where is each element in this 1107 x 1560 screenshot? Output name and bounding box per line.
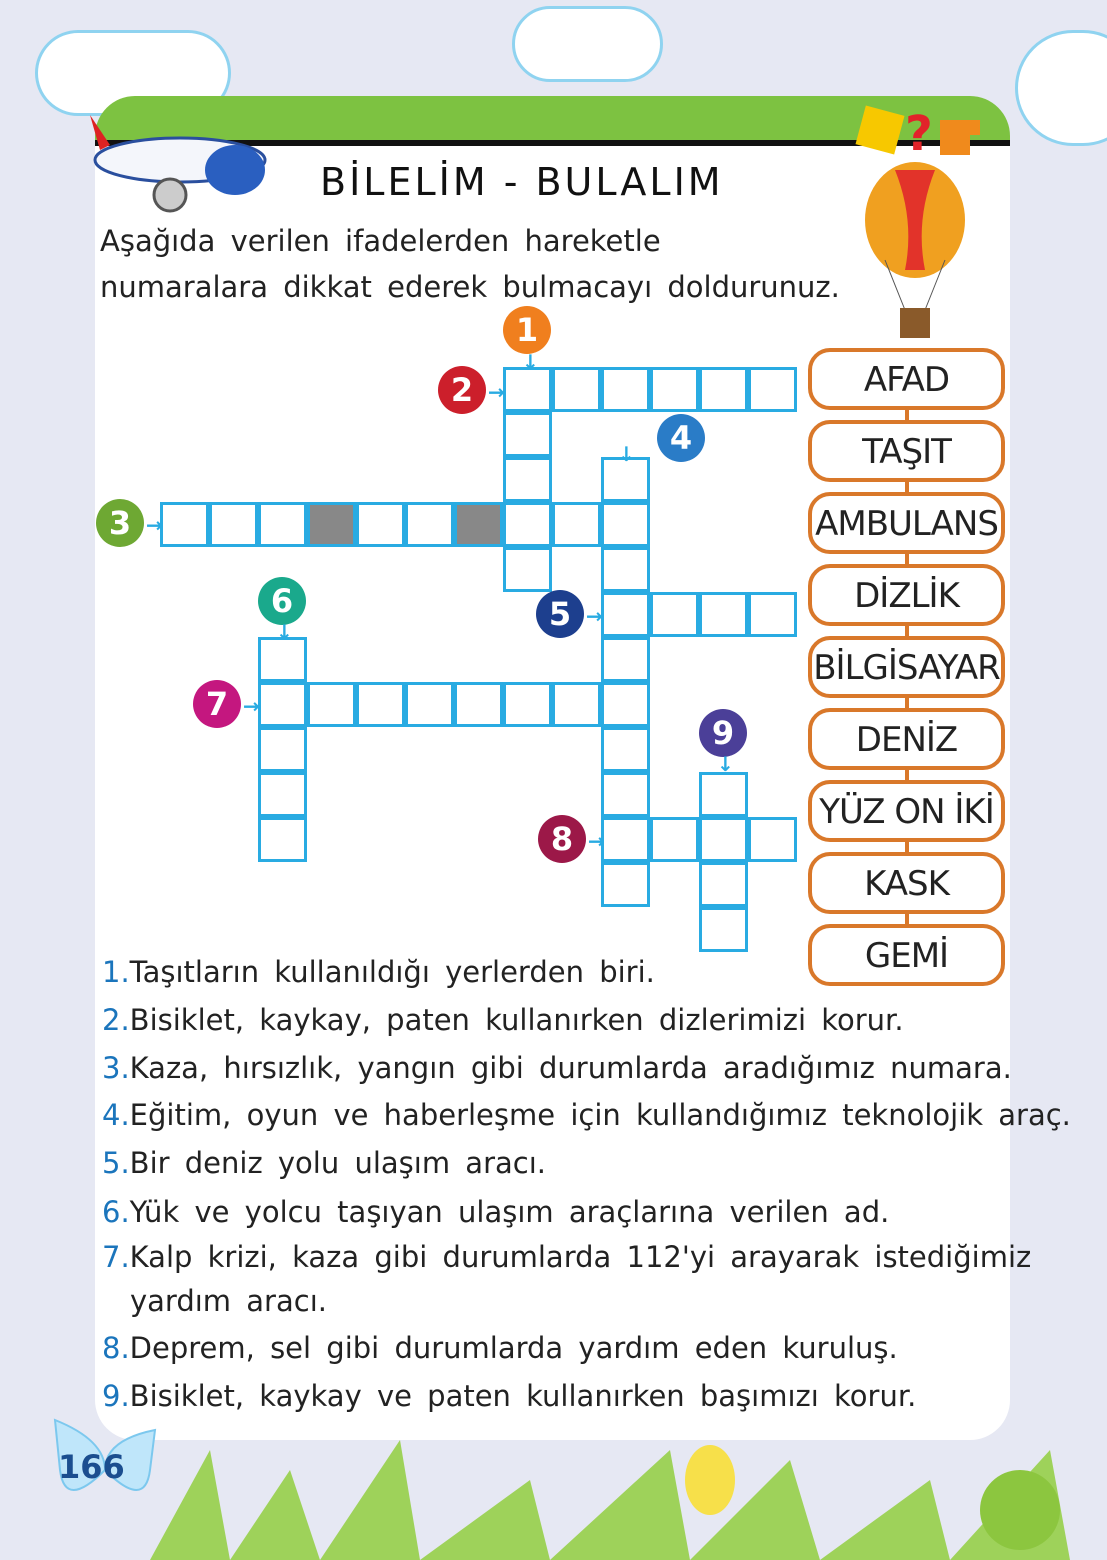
hot-air-balloon-illustration (860, 160, 970, 345)
word-bank-item: KASK (808, 852, 1005, 914)
crossword-cell[interactable] (601, 772, 650, 817)
crossword-cell[interactable] (258, 682, 307, 727)
crossword-cell[interactable] (503, 457, 552, 502)
connector-line (905, 624, 909, 636)
crossword-cell[interactable] (699, 907, 748, 952)
arrow-icon: ↓ (522, 350, 539, 374)
clue-text: Yük ve yolcu taşıyan ulaşım araçlarına verilen ad. (129, 1195, 890, 1229)
crossword-cell[interactable] (356, 502, 405, 547)
arrow-icon: ↓ (276, 620, 293, 644)
crossword-cell[interactable] (699, 817, 748, 862)
crossword-cell[interactable] (454, 682, 503, 727)
cloud-decoration (512, 6, 663, 82)
connector-line (905, 480, 909, 492)
crossword-cell[interactable] (601, 637, 650, 682)
crossword-cell[interactable] (258, 817, 307, 862)
crossword-cell[interactable] (601, 367, 650, 412)
clue-badge-7: 7 (193, 680, 241, 728)
crossword-cell[interactable] (650, 817, 699, 862)
crossword-cell[interactable] (601, 862, 650, 907)
clue-badge-6: 6 (258, 577, 306, 625)
blocked-cell (307, 502, 356, 547)
connector-line (905, 912, 909, 924)
arrow-icon: → (243, 694, 260, 718)
crossword-cell[interactable] (601, 502, 650, 547)
arrow-icon: → (588, 829, 605, 853)
word-bank-item: GEMİ (808, 924, 1005, 986)
clue-text: Deprem, sel gibi durumlarda yardım eden kuruluş. (129, 1331, 898, 1365)
word-bank-item: DENİZ (808, 708, 1005, 770)
crossword-cell[interactable] (503, 502, 552, 547)
crossword-cell[interactable] (209, 502, 258, 547)
word-bank-item: DİZLİK (808, 564, 1005, 626)
connector-line (905, 408, 909, 420)
clue-text: Kaza, hırsızlık, yangın gibi durumlarda aradığımız numara. (129, 1051, 1012, 1085)
arrow-icon: ↓ (618, 442, 635, 466)
clue-number: 4. (102, 1098, 130, 1132)
page-number: 166 (58, 1448, 125, 1486)
arrow-icon: → (488, 380, 505, 404)
word-bank-item: AMBULANS (808, 492, 1005, 554)
clue-badge-1: 1 (503, 306, 551, 354)
crossword-cell[interactable] (258, 502, 307, 547)
clue-number: 1. (102, 955, 130, 989)
connector-line (905, 840, 909, 852)
crossword-cell[interactable] (307, 682, 356, 727)
connector-line (905, 696, 909, 708)
clue-text: Bisiklet, kaykay ve paten kullanırken başımızı korur. (129, 1379, 917, 1413)
word-bank-item: YÜZ ON İKİ (808, 780, 1005, 842)
crossword-cell[interactable] (601, 817, 650, 862)
clue-item (102, 1331, 898, 1365)
clue-number: 9. (102, 1379, 130, 1413)
connector-line (905, 768, 909, 780)
clue-item (102, 1051, 1012, 1085)
airplane-illustration (70, 110, 270, 220)
crossword-cell[interactable] (601, 682, 650, 727)
clue-badge-4: 4 (657, 414, 705, 462)
word-bank-item: TAŞIT (808, 420, 1005, 482)
svg-text:?: ? (905, 106, 933, 160)
clue-text: Bisiklet, kaykay, paten kullanırken dizlerimizi korur. (129, 1003, 904, 1037)
crossword-cell[interactable] (503, 547, 552, 592)
page-title: BİLELİM - BULALIM (320, 160, 724, 204)
clue-item (102, 1003, 904, 1037)
blocked-cell (454, 502, 503, 547)
crossword-cell[interactable] (748, 592, 797, 637)
crossword-cell[interactable] (699, 862, 748, 907)
crossword-cell[interactable] (699, 367, 748, 412)
crossword-cell[interactable] (601, 547, 650, 592)
word-bank-item: BİLGİSAYAR (808, 636, 1005, 698)
puzzle-icon (855, 100, 1005, 160)
connector-line (905, 552, 909, 564)
clue-number: 6. (102, 1195, 130, 1229)
crossword-cell[interactable] (748, 367, 797, 412)
clue-badge-9: 9 (699, 709, 747, 757)
clue-text: Kalp krizi, kaza gibi durumlarda 112'yi arayarak istediğimiz (129, 1240, 1032, 1274)
word-bank-item: AFAD (808, 348, 1005, 410)
cloud-decoration (1015, 30, 1107, 146)
clue-badge-2: 2 (438, 366, 486, 414)
crossword-cell[interactable] (699, 772, 748, 817)
crossword-cell[interactable] (258, 772, 307, 817)
clue-number: 5. (102, 1146, 130, 1180)
crossword-cell[interactable] (650, 592, 699, 637)
crossword-cell[interactable] (503, 682, 552, 727)
clue-text: yardım aracı. (130, 1284, 327, 1318)
clue-item (102, 1284, 327, 1318)
clue-number: 7. (102, 1240, 130, 1274)
clue-text: Bir deniz yolu ulaşım aracı. (129, 1146, 546, 1180)
arrow-icon: → (146, 513, 163, 537)
clue-text: Taşıtların kullanıldığı yerlerden biri. (129, 955, 655, 989)
clue-number: 2. (102, 1003, 130, 1037)
crossword-cell[interactable] (748, 817, 797, 862)
clue-item (102, 1240, 1031, 1274)
crossword-cell[interactable] (699, 592, 748, 637)
clue-item (102, 1098, 1071, 1132)
clue-number: 8. (102, 1331, 130, 1365)
crossword-cell[interactable] (503, 412, 552, 457)
crossword-cell[interactable] (601, 727, 650, 772)
crossword-cell[interactable] (601, 592, 650, 637)
grass-decoration (150, 1440, 1107, 1560)
crossword-cell[interactable] (356, 682, 405, 727)
crossword-cell[interactable] (405, 502, 454, 547)
clue-item (102, 1146, 546, 1180)
clue-badge-8: 8 (538, 815, 586, 863)
crossword-cell[interactable] (650, 367, 699, 412)
arrow-icon: ↓ (717, 752, 734, 776)
crossword-cell[interactable] (258, 727, 307, 772)
clue-item (102, 1379, 916, 1413)
crossword-cell[interactable] (160, 502, 209, 547)
crossword-cell[interactable] (552, 502, 601, 547)
instructions: Aşağıda verilen ifadelerden hareketle numaralara dikkat ederek bulmacayı doldurunuz. (100, 224, 840, 304)
clue-item (102, 1195, 889, 1229)
clue-badge-3: 3 (96, 499, 144, 547)
crossword-cell[interactable] (552, 682, 601, 727)
crossword-cell[interactable] (552, 367, 601, 412)
clue-item (102, 955, 655, 989)
clue-text: Eğitim, oyun ve haberleşme için kullandığımız teknolojik araç. (129, 1098, 1071, 1132)
arrow-icon: → (586, 604, 603, 628)
clue-badge-5: 5 (536, 590, 584, 638)
crossword-cell[interactable] (405, 682, 454, 727)
clue-number: 3. (102, 1051, 130, 1085)
